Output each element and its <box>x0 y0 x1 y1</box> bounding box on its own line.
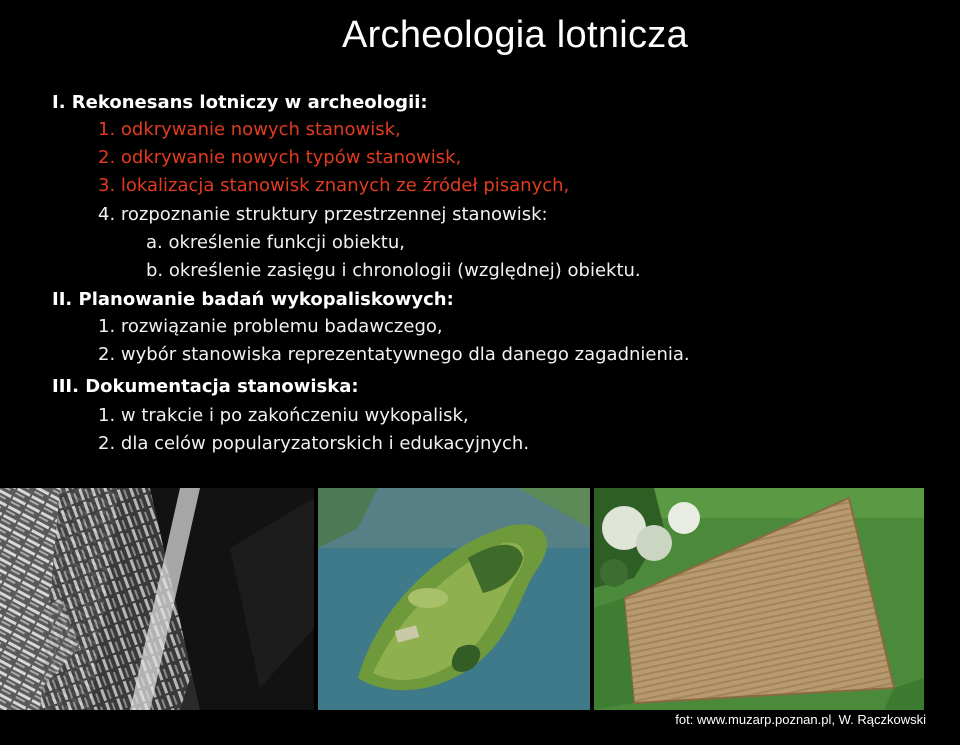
slide-title <box>0 14 960 57</box>
slide-title-text: Archeologia lotnicza <box>341 14 689 56</box>
list-item: 2. odkrywanie nowych typów stanowisk, <box>98 147 462 168</box>
list-item: 1. rozwiązanie problemu badawczego, <box>98 316 443 337</box>
list-item: 1. odkrywanie nowych stanowisk, <box>98 119 401 140</box>
list-item: 3. lokalizacja stanowisk znanych ze źródeł pisanych, <box>98 175 570 196</box>
field-photo <box>594 488 924 710</box>
list-item: 4. rozpoznanie struktury przestrzennej stanowisk: <box>98 204 548 225</box>
list-item: 2. wybór stanowiska reprezentatywnego dla danego zagadnienia. <box>98 344 690 365</box>
section-heading-2: II. Planowanie badań wykopaliskowych: <box>52 289 454 310</box>
list-item: b. określenie zasięgu i chronologii (względnej) obiektu. <box>146 260 641 281</box>
photo-credit: fot: www.muzarp.poznan.pl, W. Rączkowski <box>675 712 926 727</box>
list-item: 2. dla celów popularyzatorskich i edukacyjnych. <box>98 433 530 454</box>
section-heading-1: I. Rekonesans lotniczy w archeologii: <box>52 92 428 113</box>
section-heading-3: III. Dokumentacja stanowiska: <box>52 376 359 397</box>
excavation-photo <box>0 488 314 710</box>
list-item: 1. w trakcie i po zakończeniu wykopalisk, <box>98 405 469 426</box>
island-photo <box>318 488 590 710</box>
list-item: a. określenie funkcji obiektu, <box>146 232 405 253</box>
